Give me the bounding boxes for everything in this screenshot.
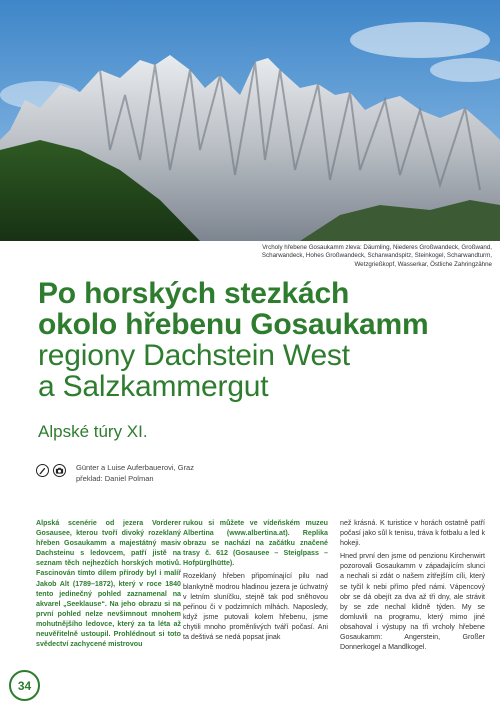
photo-caption: Vrcholy hřebene Gosaukamm zleva: Däumling, Niederes Großwandeck, Großwand, Scharwandeck, Hohes Großwandeck, Scharwandspitz, Steinkogel, Scharwandturm, Wetzgrießkopf, Wasserkar, Östliche Zahringzähne <box>261 244 492 268</box>
column-1-text: Alpská scenérie od jezera Vorderer Gosausee, kterou tvoří divoký rozeklaný hřeben Gosaukamm a majestátný masiv Dachsteinu s ledovcem, patří jistě na seznam těch nejhezčích horských motivů. Fascinován tímto dílem přírody byl i malíř Jakob Alt (1789–1872), který v roce 1840 tento jedinečný pohled zaznamenal na akvarel „Seeklause“. Na jeho obrazu si na první pohled nelze nevšimnout mnohem mohutnějšího ledovce, který za ta léta až neuvěřitelně ustoupil. Prohlédnout si toto svědectví zachycené mistrovou <box>36 519 181 649</box>
page-number: 34 <box>9 670 40 701</box>
text-column-1 <box>36 518 181 652</box>
title-line-3: regiony Dachstein West <box>38 339 350 372</box>
translator-line: překlad: Daniel Polman <box>76 473 154 483</box>
article-title-bold <box>38 278 478 340</box>
authors-line: Günter a Luise Auferbauerovi, Graz <box>76 463 194 472</box>
pen-icon <box>36 464 49 477</box>
authors-credit <box>76 463 194 484</box>
column-2-intro: rukou si můžete ve vídeňském muzeu Albertina (www.albertina.at). Replika obrazu se nachází na začátku značené trasy č. 612 (Gosausee – Steiglpass – Hofpürglhütte). <box>183 519 328 568</box>
credit-icons <box>36 464 66 477</box>
title-line-1: Po horských stezkách <box>38 277 350 310</box>
text-column-2 <box>183 518 328 645</box>
column-2-paragraph: Rozeklaný hřeben připomínající pilu nad blankytně modrou hladinou jezera je úchvatný v letním sluníčku, stejně tak pod sněhovou peřinou či v podzimních mlhách. Naposledy, když jsme putovali kolem hřebenu, jsme chytili mnoho proměnlivých tváří počasí. Ani ta deštivá se nedá popsat jinak <box>183 572 328 642</box>
article-title-light <box>38 340 478 402</box>
column-3-paragraph-1: než krásná. K turistice v horách ostatně patří počasí jako sůl k tenisu, tráva k fotbalu a led k hokeji. <box>340 519 485 548</box>
article-subtitle: Alpské túry XI. <box>38 422 148 441</box>
title-line-2: okolo hřebenu Gosaukamm <box>38 308 429 341</box>
mountain-photo <box>0 0 500 241</box>
camera-icon <box>53 464 66 477</box>
title-line-4: a Salzkammergut <box>38 370 269 403</box>
text-column-3 <box>340 518 485 655</box>
column-3-paragraph-2: Hned první den jsme od penzionu Kirchenwirt pozorovali Gosaukamm v západajícím slunci a nechali si zdát o našem zítřejším cíli, který se tyčil k nebi přímo před námi. Vápencový obr se dá obejít za dva až tři dny, ale strávit by se zde nechal klidně týden. My se domluvili na programu, který mimo jiné obsahoval i výstupy na tři vrcholy hřebene Gosaukamm: Angerstein, Großer Donnerkogel a Mandlkogel. <box>340 552 485 652</box>
